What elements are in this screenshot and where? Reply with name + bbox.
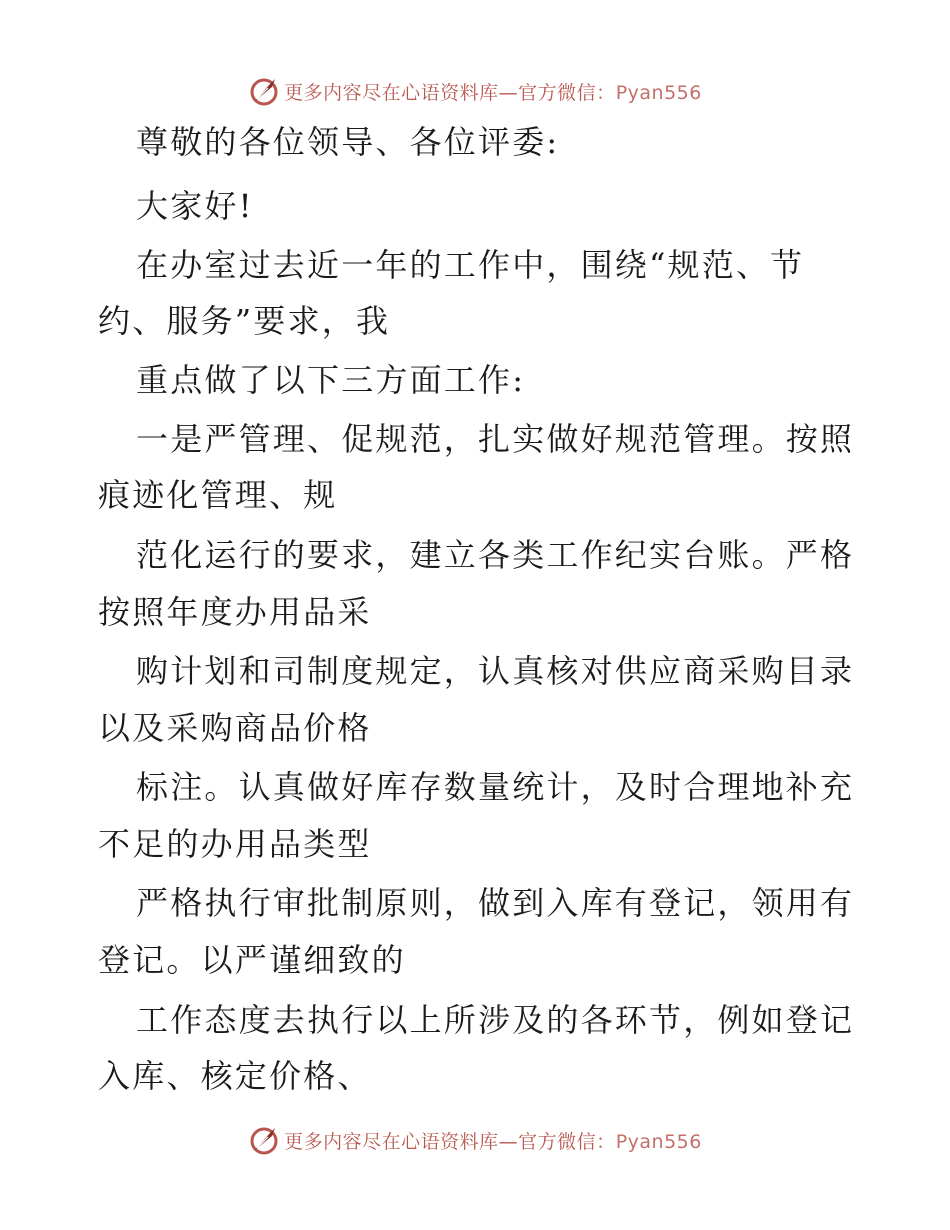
body-line-10: 购计划和司制度规定，认真核对供应商采购目录 (136, 652, 855, 690)
body-line-16: 工作态度去执行以上所涉及的各环节，例如登记 (136, 1001, 855, 1039)
header-banner-title: 更多内容尽在心语资料库 (284, 81, 499, 104)
header-banner-wechat-label: 官方微信： (518, 81, 616, 104)
footer-banner-text (284, 1127, 702, 1154)
body-line-1: 尊敬的各位领导、各位评委: (136, 123, 560, 161)
body-line-2: 大家好! (136, 187, 254, 225)
header-banner-wechat-id: Pyan556 (615, 81, 702, 104)
footer-banner-title: 更多内容尽在心语资料库 (284, 1130, 499, 1153)
body-line-6: 一是严管理、促规范，扎实做好规范管理。按照 (136, 420, 855, 458)
quill-pen-circle-logo-icon (248, 75, 280, 107)
body-line-9: 按照年度办用品采 (98, 593, 372, 631)
body-line-15: 登记。以严谨细致的 (98, 941, 406, 979)
body-line-12: 标注。认真做好库存数量统计，及时合理地补充 (136, 768, 855, 806)
body-line-4: 约、服务”要求，我 (98, 302, 391, 340)
body-line-14: 严格执行审批制原则，做到入库有登记，领用有 (136, 884, 855, 922)
body-line-7: 痕迹化管理、规 (98, 476, 338, 514)
body-line-8: 范化运行的要求，建立各类工作纪实台账。严格 (136, 536, 855, 574)
quill-pen-circle-logo-icon (248, 1124, 280, 1156)
footer-banner-separator: — (498, 1130, 519, 1153)
body-line-17: 入库、核定价格、 (98, 1057, 372, 1095)
body-line-3: 在办室过去近一年的工作中，围绕“规范、节 (136, 246, 805, 284)
footer-banner (0, 1120, 950, 1160)
body-line-5: 重点做了以下三方面工作: (136, 361, 526, 399)
header-banner-text (284, 78, 702, 105)
footer-banner-wechat-id: Pyan556 (615, 1130, 702, 1153)
body-line-11: 以及采购商品价格 (98, 709, 372, 747)
header-banner-separator: — (498, 81, 519, 104)
body-line-13: 不足的办用品类型 (98, 825, 372, 863)
footer-banner-wechat-label: 官方微信： (518, 1130, 616, 1153)
header-banner (0, 71, 950, 111)
